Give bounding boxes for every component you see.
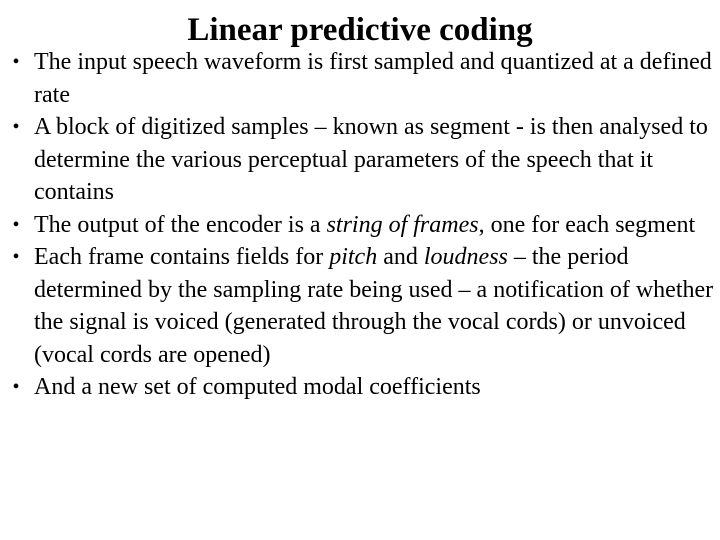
bullet-text: And a new set of computed modal coefficients — [34, 374, 481, 400]
bullet-text: , one for each segment — [478, 211, 696, 238]
bullet-text: Each frame contains fields for — [34, 244, 330, 270]
bullet-icon: • — [12, 51, 20, 73]
bullet-emphasis: pitch — [329, 244, 378, 270]
slide-title: Linear predictive coding — [187, 12, 533, 48]
bullet-item — [0, 371, 720, 404]
bullet-list — [0, 46, 720, 404]
bullet-text: and — [377, 244, 424, 270]
bullet-item — [0, 111, 720, 209]
bullet-text: The output of the encoder is a — [34, 211, 327, 238]
bullet-icon: • — [12, 116, 20, 138]
bullet-item — [0, 46, 720, 111]
bullet-icon: • — [12, 213, 20, 236]
bullet-icon: • — [12, 376, 20, 398]
bullet-emphasis: string of frames — [326, 211, 479, 238]
bullet-text: A block of digitized samples – known as segment - is then analysed to determine the various perceptual parameters of the speech that it contains — [34, 114, 708, 205]
bullet-item — [0, 209, 720, 242]
bullet-text: – the period determined by the sampling rate being used – a notification of whether the signal is voiced (generated through the vocal cords) or unvoiced (vocal cords are opened) — [34, 244, 714, 368]
bullet-item — [0, 241, 720, 371]
bullet-emphasis: loudness — [423, 244, 508, 270]
bullet-text: The input speech waveform is first sampled and quantized at a defined rate — [34, 49, 712, 108]
bullet-icon: • — [12, 246, 20, 268]
